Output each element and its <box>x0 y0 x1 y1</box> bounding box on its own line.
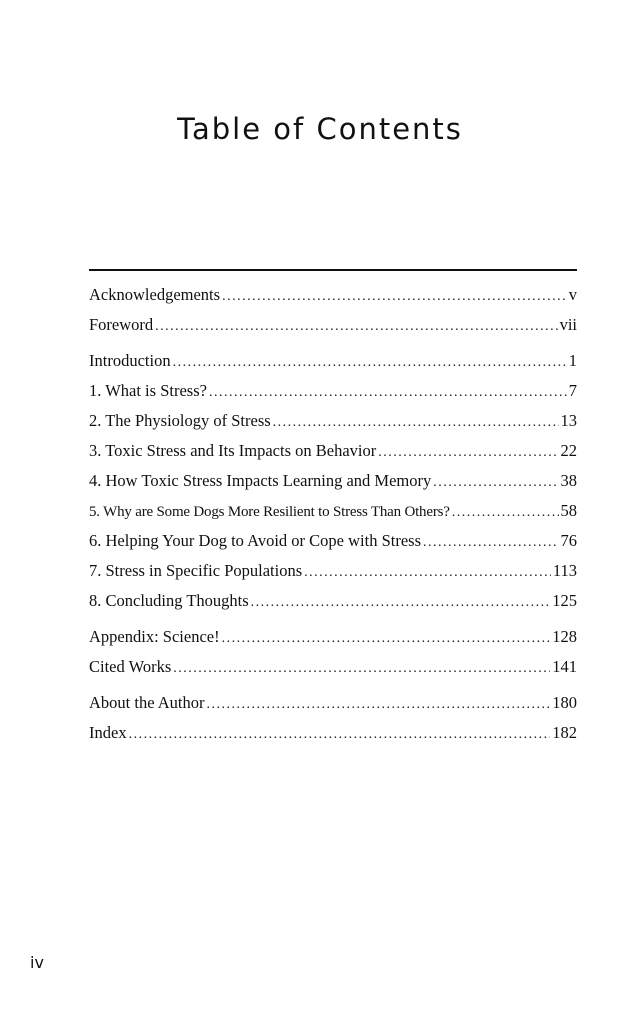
toc-entry-cited-works[interactable] <box>89 652 577 682</box>
toc-entry-title: Acknowledgements <box>89 285 221 304</box>
toc-entry-page: 180 <box>552 693 577 712</box>
dot-leader <box>209 378 567 408</box>
toc-entry-page: vii <box>559 315 577 334</box>
dot-leader <box>155 312 557 342</box>
dot-leader <box>251 588 551 618</box>
toc-entry-chapter-2[interactable] <box>89 406 577 436</box>
toc-entry-index[interactable] <box>89 718 577 748</box>
divider-rule <box>89 269 577 271</box>
dot-leader <box>129 720 551 750</box>
toc-entry-appendix[interactable] <box>89 622 577 652</box>
toc-entry-title: Foreword <box>89 315 154 334</box>
toc-entry-title: 1. What is Stress? <box>89 381 207 400</box>
toc-entry-page: 13 <box>560 411 577 430</box>
toc-entry-title: Cited Works <box>89 657 172 676</box>
toc-entry-title: 2. The Physiology of Stress <box>89 411 271 430</box>
toc-entry-chapter-7[interactable] <box>89 556 577 586</box>
toc-entry-chapter-5[interactable] <box>89 496 577 526</box>
toc-entry-chapter-1[interactable] <box>89 376 577 406</box>
toc-entry-page: 128 <box>552 627 577 646</box>
toc-entry-title: Introduction <box>89 351 171 370</box>
toc-entry-page: 125 <box>552 591 577 610</box>
toc-entry-page: 141 <box>552 657 577 676</box>
dot-leader <box>222 624 551 654</box>
toc-entry-page: 38 <box>560 471 577 490</box>
toc-entry-title: 3. Toxic Stress and Its Impacts on Behavior <box>89 441 377 460</box>
toc-entry-title: Index <box>89 723 127 742</box>
toc-entry-page: 7 <box>568 381 577 400</box>
toc-entry-page: 22 <box>560 441 577 460</box>
toc-entry-page: 58 <box>560 501 577 520</box>
toc-entry-page: 113 <box>552 561 577 580</box>
toc-entry-title: About the Author <box>89 693 205 712</box>
toc-entry-page: v <box>568 285 577 304</box>
dot-leader <box>452 498 559 528</box>
toc-entry-acknowledgements[interactable] <box>89 280 577 310</box>
dot-leader <box>173 654 550 684</box>
toc-entry-chapter-6[interactable] <box>89 526 577 556</box>
toc-entry-page: 1 <box>568 351 577 370</box>
page-number: iv <box>30 953 44 972</box>
toc-entry-title: 5. Why are Some Dogs More Resilient to Stress Than Others? <box>89 504 450 520</box>
table-of-contents <box>89 280 577 748</box>
dot-leader <box>173 348 567 378</box>
toc-entry-page: 182 <box>552 723 577 742</box>
toc-entry-title: Appendix: Science! <box>89 627 220 646</box>
toc-entry-about-the-author[interactable] <box>89 688 577 718</box>
toc-entry-page: 76 <box>560 531 577 550</box>
toc-entry-chapter-3[interactable] <box>89 436 577 466</box>
toc-entry-title: 4. How Toxic Stress Impacts Learning and Memory <box>89 471 432 490</box>
dot-leader <box>273 408 559 438</box>
dot-leader <box>433 468 558 498</box>
dot-leader <box>222 282 567 312</box>
dot-leader <box>423 528 559 558</box>
toc-entry-title: 6. Helping Your Dog to Avoid or Cope with Stress <box>89 531 421 550</box>
dot-leader <box>304 558 551 588</box>
page-title: Table of Contents <box>177 112 463 146</box>
toc-entry-chapter-8[interactable] <box>89 586 577 616</box>
toc-entry-title: 8. Concluding Thoughts <box>89 591 249 610</box>
toc-entry-foreword[interactable] <box>89 310 577 340</box>
dot-leader <box>207 690 551 720</box>
toc-entry-chapter-4[interactable] <box>89 466 577 496</box>
toc-entry-introduction[interactable] <box>89 346 577 376</box>
dot-leader <box>378 438 558 468</box>
toc-entry-title: 7. Stress in Specific Populations <box>89 561 303 580</box>
